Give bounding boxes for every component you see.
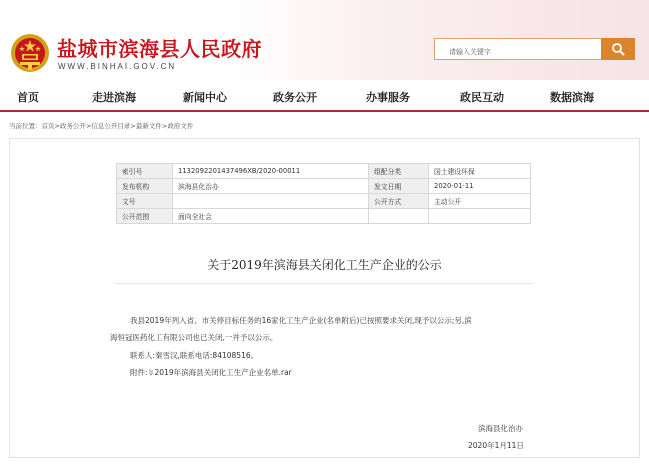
nav-item-interaction[interactable]: 政民互动 <box>460 91 504 104</box>
meta-label: 公开方式 <box>369 194 429 209</box>
breadcrumb-item-latest[interactable]: 最新文件 <box>135 122 162 130</box>
meta-value: 主动公开 <box>429 194 531 209</box>
table-row <box>117 194 531 209</box>
breadcrumb-item-gov-affairs[interactable]: 政务公开 <box>59 122 86 130</box>
breadcrumb-separator: > <box>130 122 136 130</box>
nav-item-data[interactable]: 数据滨海 <box>550 91 594 104</box>
breadcrumb-item-catalog[interactable]: 信息公开目录 <box>91 122 131 130</box>
meta-value <box>173 194 369 209</box>
table-row <box>117 179 531 194</box>
meta-label <box>369 209 429 224</box>
breadcrumb-item-gov-files[interactable]: 政府文件 <box>167 122 194 130</box>
breadcrumb-separator: > <box>85 122 92 130</box>
meta-label: 组配分类 <box>369 164 429 179</box>
search-input[interactable] <box>435 42 601 62</box>
meta-value: 2020-01-11 <box>429 179 531 194</box>
meta-label: 索引号 <box>117 164 173 179</box>
meta-value: 1132092201437496XB/2020-00011 <box>173 164 369 179</box>
table-row <box>117 164 531 179</box>
breadcrumb-separator: > <box>161 122 168 130</box>
document-title: 关于2019年滨海县关闭化工生产企业的公示 <box>207 258 442 272</box>
meta-label: 文号 <box>117 194 173 209</box>
search-icon <box>611 42 625 56</box>
meta-label: 发文日期 <box>369 179 429 194</box>
national-emblem-icon <box>10 33 50 73</box>
nav-item-services[interactable]: 办事服务 <box>366 91 410 104</box>
main-nav <box>0 84 649 110</box>
breadcrumb <box>9 121 193 130</box>
attachment-label: 附件: <box>130 368 148 377</box>
meta-label: 发布机构 <box>117 179 173 194</box>
breadcrumb-separator: > <box>54 122 60 130</box>
site-title: 盐城市滨海县人民政府 <box>57 37 262 61</box>
nav-divider <box>0 110 649 112</box>
site-header <box>0 0 649 80</box>
search-box <box>434 38 602 60</box>
meta-label: 公开范围 <box>117 209 173 224</box>
attachment-row <box>130 367 292 379</box>
nav-item-gov-affairs[interactable]: 政务公开 <box>273 91 317 104</box>
body-paragraph-line1: 我县2019年列入省、市关停目标任务的16家化工生产企业(名单附后)已按照要求关闭,现予以公示;另,滨 <box>130 316 472 325</box>
meta-value: 面向全社会 <box>173 209 369 224</box>
body-paragraph-line2: 海恒冠医药化工有限公司也已关闭,一并予以公示。 <box>110 333 278 342</box>
signer: 滨海县化治办 <box>478 424 523 433</box>
nav-item-home[interactable]: 首页 <box>17 91 39 104</box>
attachment-link[interactable]: 2019年滨海县关闭化工生产企业名单.rar <box>154 368 292 377</box>
search-button[interactable] <box>601 38 635 60</box>
site-url: WWW.BINHAI.GOV.CN <box>58 62 177 71</box>
nav-item-news[interactable]: 新闻中心 <box>183 91 227 104</box>
nav-item-about[interactable]: 走进滨海 <box>92 91 136 104</box>
document-date: 2020年1月11日 <box>468 441 524 450</box>
meta-value: 滨海县化治办 <box>173 179 369 194</box>
metadata-table <box>116 163 531 224</box>
breadcrumb-prefix: 当前位置： <box>9 122 42 130</box>
paperclip-icon <box>148 368 154 376</box>
contact-info: 联系人:秦雪汉,联系电话:84108516。 <box>130 351 259 360</box>
meta-value <box>429 209 531 224</box>
table-row <box>117 209 531 224</box>
title-divider <box>114 283 532 284</box>
meta-value: 国土建设环保 <box>429 164 531 179</box>
breadcrumb-item-home[interactable]: 首页 <box>41 122 55 130</box>
